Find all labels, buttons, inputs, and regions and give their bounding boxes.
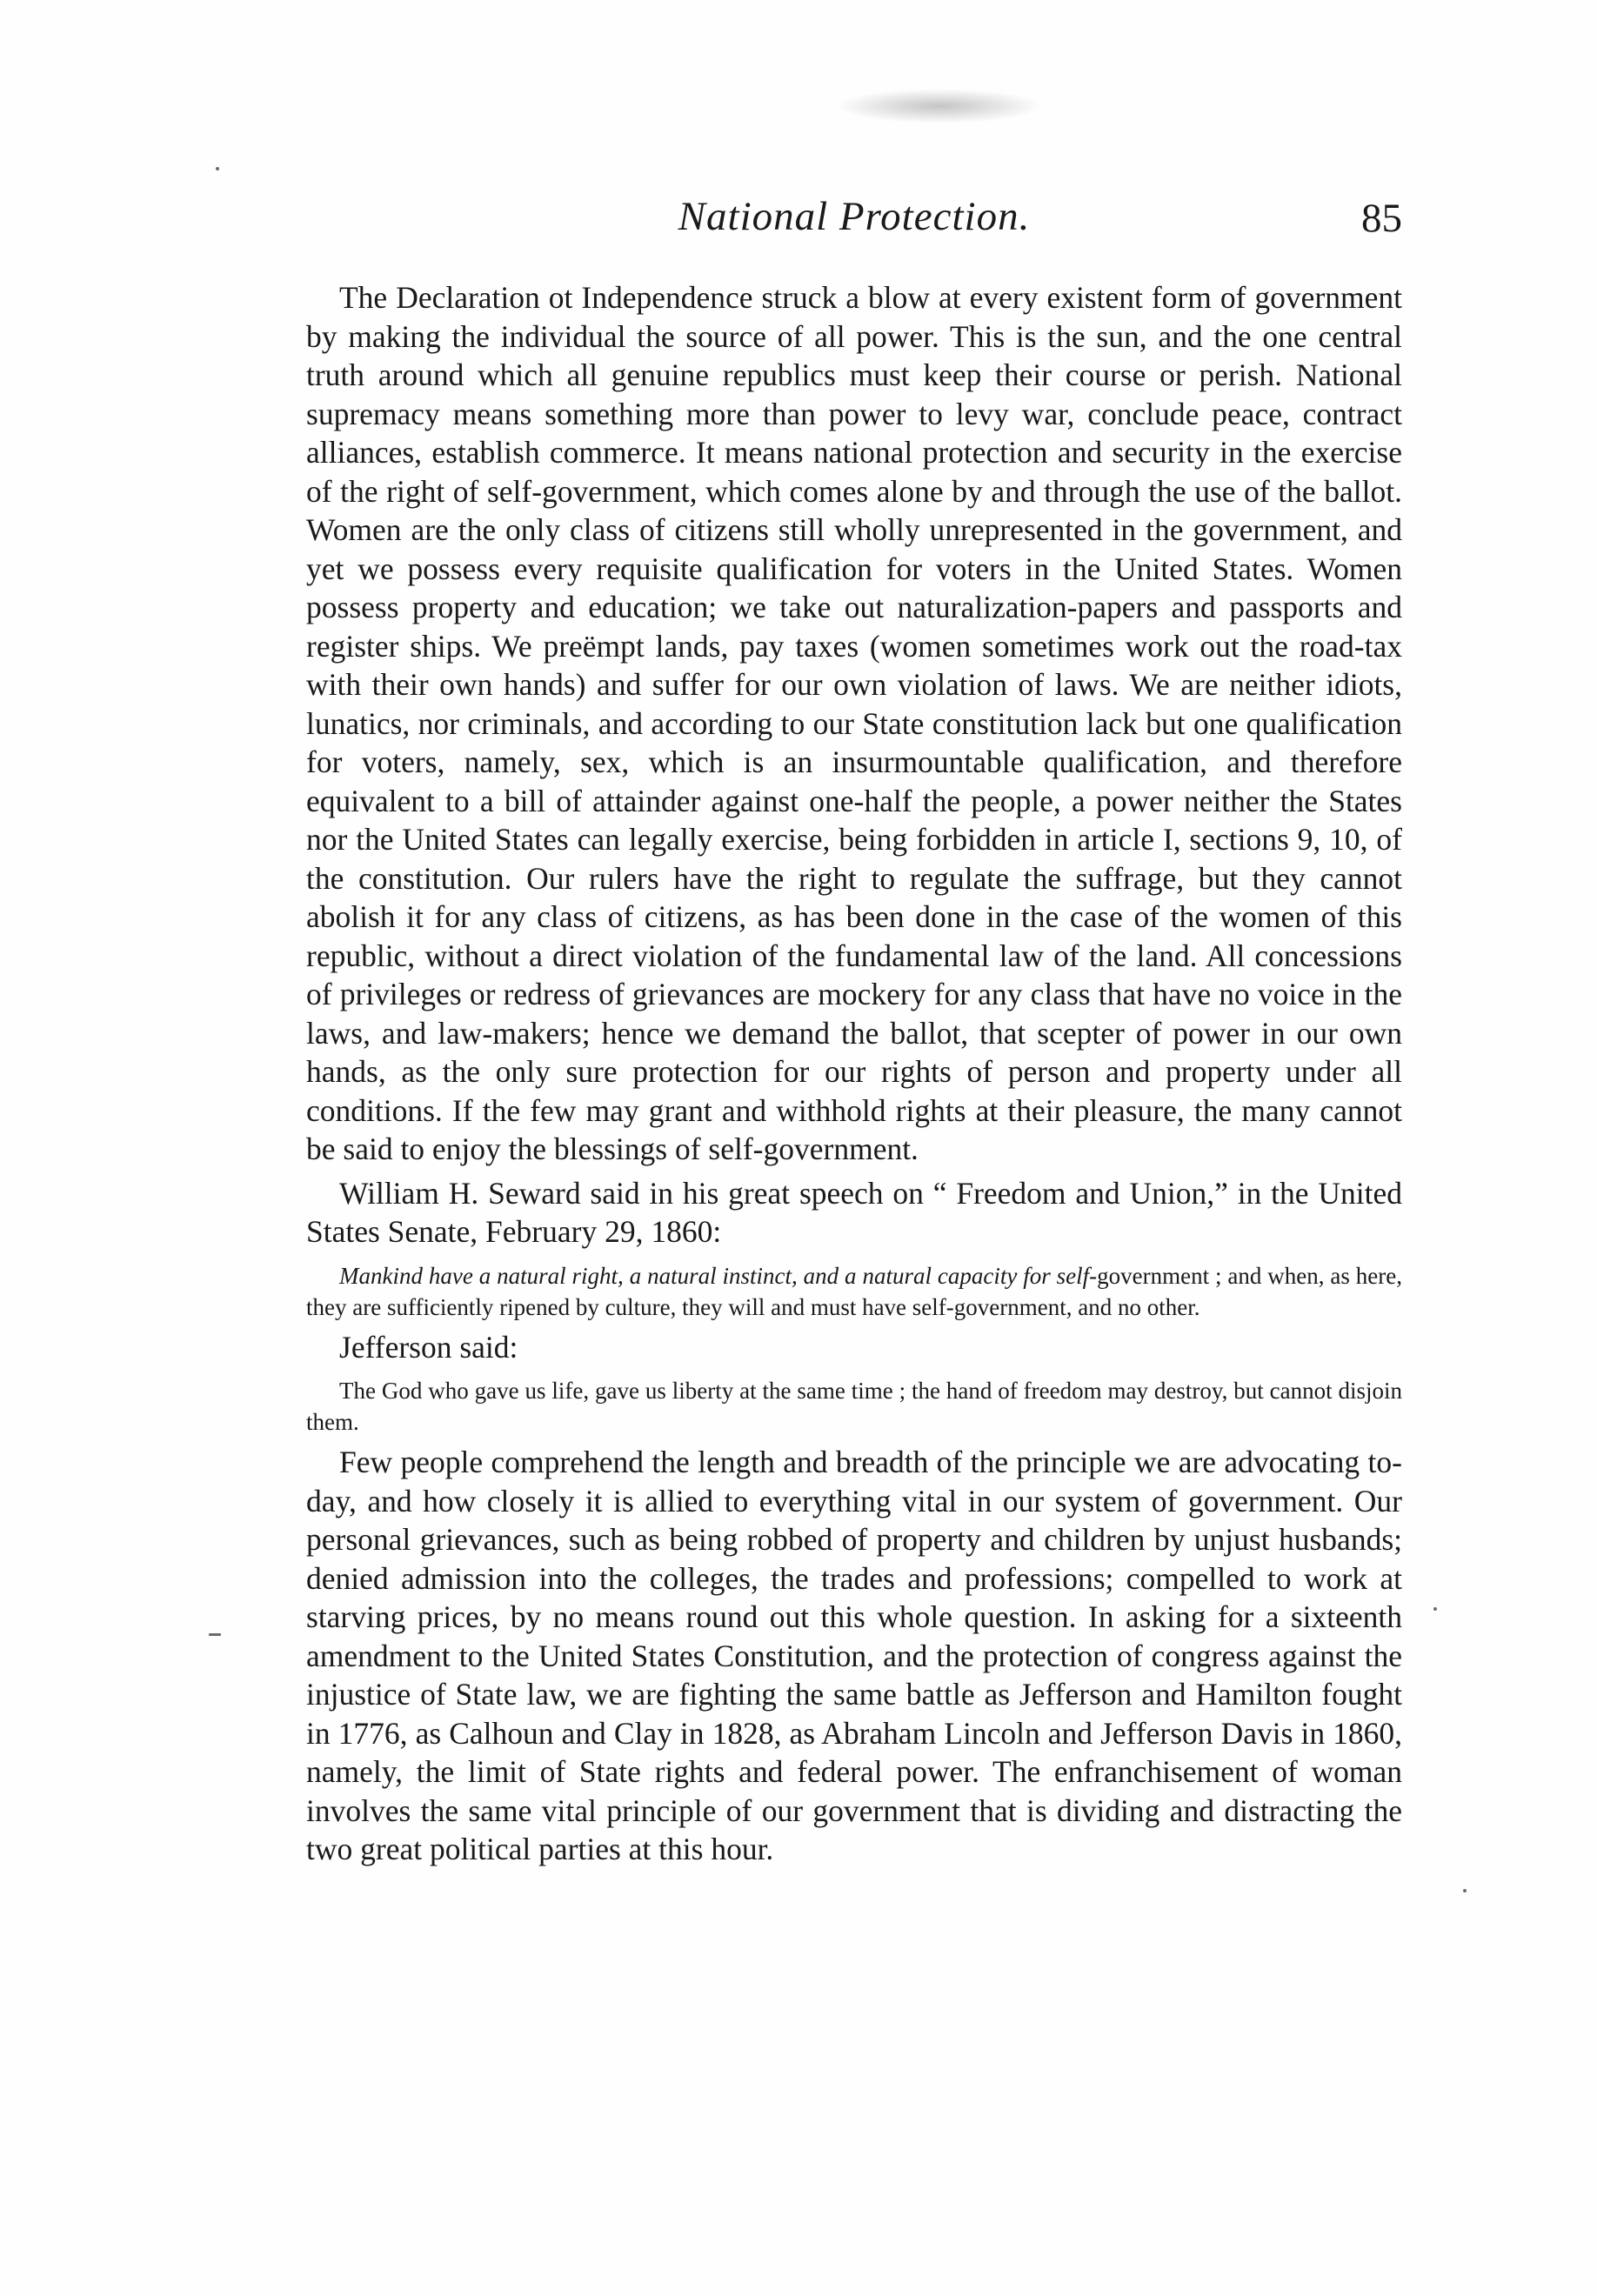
jefferson-intro: Jefferson said:	[339, 1329, 518, 1365]
quote-seward-lead: Mankind have a natural right, a natural instinct, and a natural capacity for self-	[339, 1262, 1098, 1289]
quote-seward	[306, 1260, 1402, 1323]
ink-mark	[209, 1633, 221, 1636]
quote-jefferson: The God who gave us life, gave us liberty at the same time ; the hand of freedom may destroy, but cannot disjoin them.	[306, 1378, 1402, 1435]
ink-speck	[216, 167, 219, 170]
paragraph-closing: Few people comprehend the length and breadth of the principle we are advocating to-day, and how closely it is allied to everything vital in our system of government. Our personal grievances, such as being robbed of property and children by unjust husbands; denied admission into the colleges, the trades and professions; compelled to work at starving prices, by no means round out this whole question. In asking for a sixteenth amendment to the United States Constitution, and the protection of congress against the injustice of State law, we are fighting the same battle as Jefferson and Hamilton fought in 1776, as Calhoun and Clay in 1828, as Abraham Lincoln and Jefferson Davis in 1860, namely, the limit of State rights and federal power. The enfranchisement of woman involves the same vital principle of our government that is dividing and distracting the two great political parties at this hour.	[306, 1445, 1402, 1866]
quote-seward-rest: government ; and when, as here, they are sufficiently ripened by culture, they will and must have self-government, and no other.	[306, 1262, 1402, 1320]
running-title: National Protection.	[678, 194, 1031, 239]
paragraph-declaration: The Declaration ot Independence struck a blow at every existent form of government by making the individual the source of all power. This is the sun, and the one central truth around which all genuine republics must keep their course or perish. National supremacy means something more than power to levy war, conclude peace, contract alliances, establish commerce. It means national protection and security in the exercise of the right of self-government, which comes alone by and through the use of the ballot. Women are the only class of citizens still wholly unrepresented in the government, and yet we possess every requisite qualification for voters in the United States. Women possess property and education; we take out naturalization-papers and passports and register ships. We preëmpt lands, pay taxes (women sometimes work out the road-tax with their own hands) and suffer for our own violation of laws. We are neither idiots, lunatics, nor criminals, and according to our State constitution lack but one qualification for voters, namely, sex, which is an insurmountable qualification, and therefore equivalent to a bill of attainder against one-half the people, a power neither the States nor the United States can legally exercise, being forbidden in article I, sections 9, 10, of the constitution. Our rulers have the right to regulate the suffrage, but they cannot abolish it for any class of citizens, as has been done in the case of the women of this republic, without a direct violation of the fundamental law of the land. All concessions of privileges or redress of grievances are mockery for any class that have no voice in the laws, and law-makers; hence we demand the ballot, that scepter of power in our own hands, as the only sure protection for our rights of person and property under all conditions. If the few may grant and withhold rights at their pleasure, the many cannot be said to enjoy the blessings of self-government.	[306, 280, 1402, 1166]
page-number: 85	[1361, 196, 1402, 241]
page-body	[306, 278, 1402, 1869]
running-header	[306, 193, 1402, 263]
ink-speck	[1433, 1607, 1437, 1611]
ink-smudge	[835, 89, 1044, 123]
paragraph-seward-intro: William H. Seward said in his great speech on “ Freedom and Union,” in the United States Senate, February 29, 1860:	[306, 1175, 1402, 1249]
ink-speck	[1463, 1889, 1467, 1892]
